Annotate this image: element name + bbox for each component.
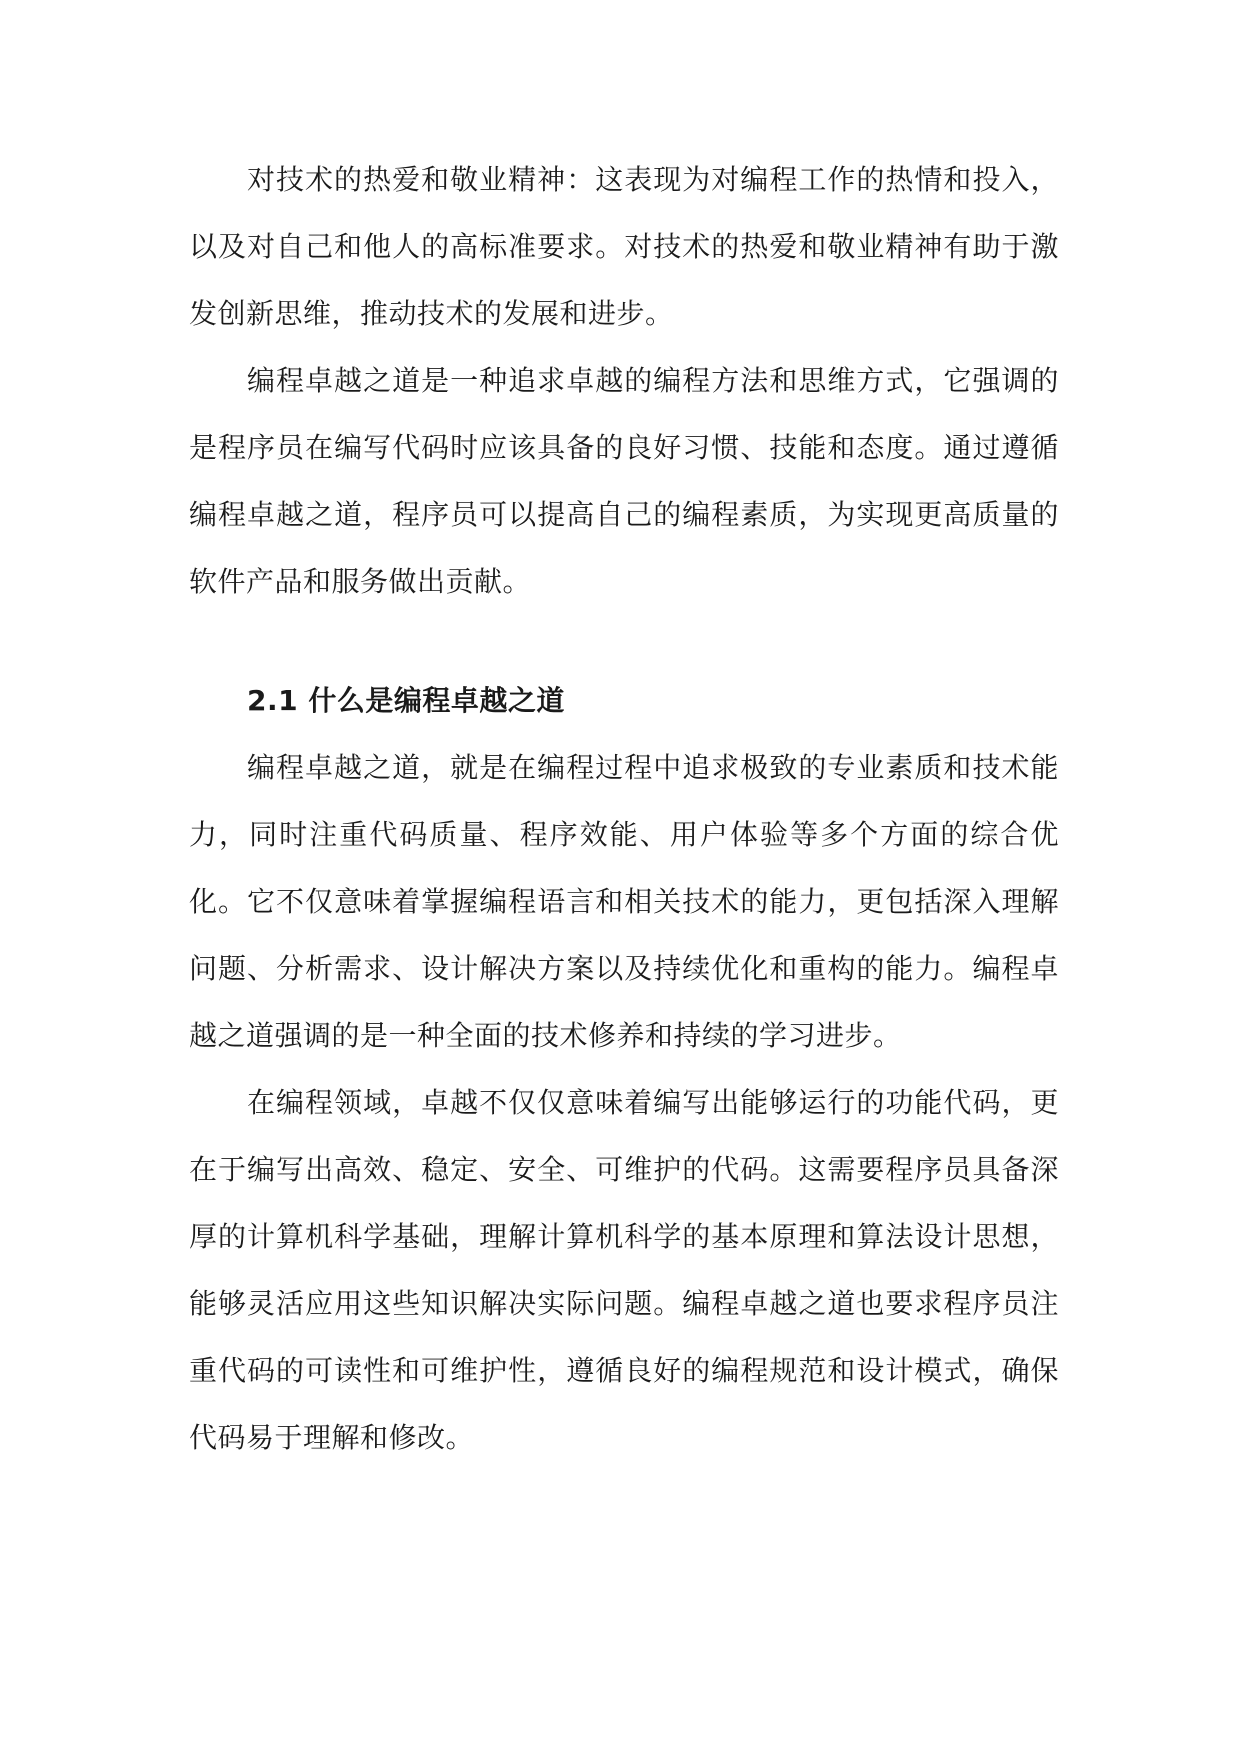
document-body bbox=[189, 146, 1059, 1471]
paragraph-excellence-intro: 编程卓越之道是一种追求卓越的编程方法和思维方式，它强调的是程序员在编写代码时应该具备的良好习惯、技能和态度。通过遵循编程卓越之道，程序员可以提高自己的编程素质，为实现更高质量的软件产品和服务做出贡献。 bbox=[189, 364, 1059, 598]
paragraph-programming-domain: 在编程领域，卓越不仅仅意味着编写出能够运行的功能代码，更在于编写出高效、稳定、安全、可维护的代码。这需要程序员具备深厚的计算机科学基础，理解计算机科学的基本原理和算法设计思想，能够灵活应用这些知识解决实际问题。编程卓越之道也要求程序员注重代码的可读性和可维护性，遵循良好的编程规范和设计模式，确保代码易于理解和修改。 bbox=[189, 1086, 1059, 1454]
section-heading: 2.1 什么是编程卓越之道 bbox=[247, 684, 565, 717]
paragraph-definition: 编程卓越之道，就是在编程过程中追求极致的专业素质和技术能力，同时注重代码质量、程序效能、用户体验等多个方面的综合优化。它不仅意味着掌握编程语言和相关技术的能力，更包括深入理解问题、分析需求、设计解决方案以及持续优化和重构的能力。编程卓越之道强调的是一种全面的技术修养和持续的学习进步。 bbox=[189, 751, 1059, 1052]
paragraph-tech-passion: 对技术的热爱和敬业精神：这表现为对编程工作的热情和投入，以及对自己和他人的高标准要求。对技术的热爱和敬业精神有助于激发创新思维，推动技术的发展和进步。 bbox=[189, 163, 1059, 330]
